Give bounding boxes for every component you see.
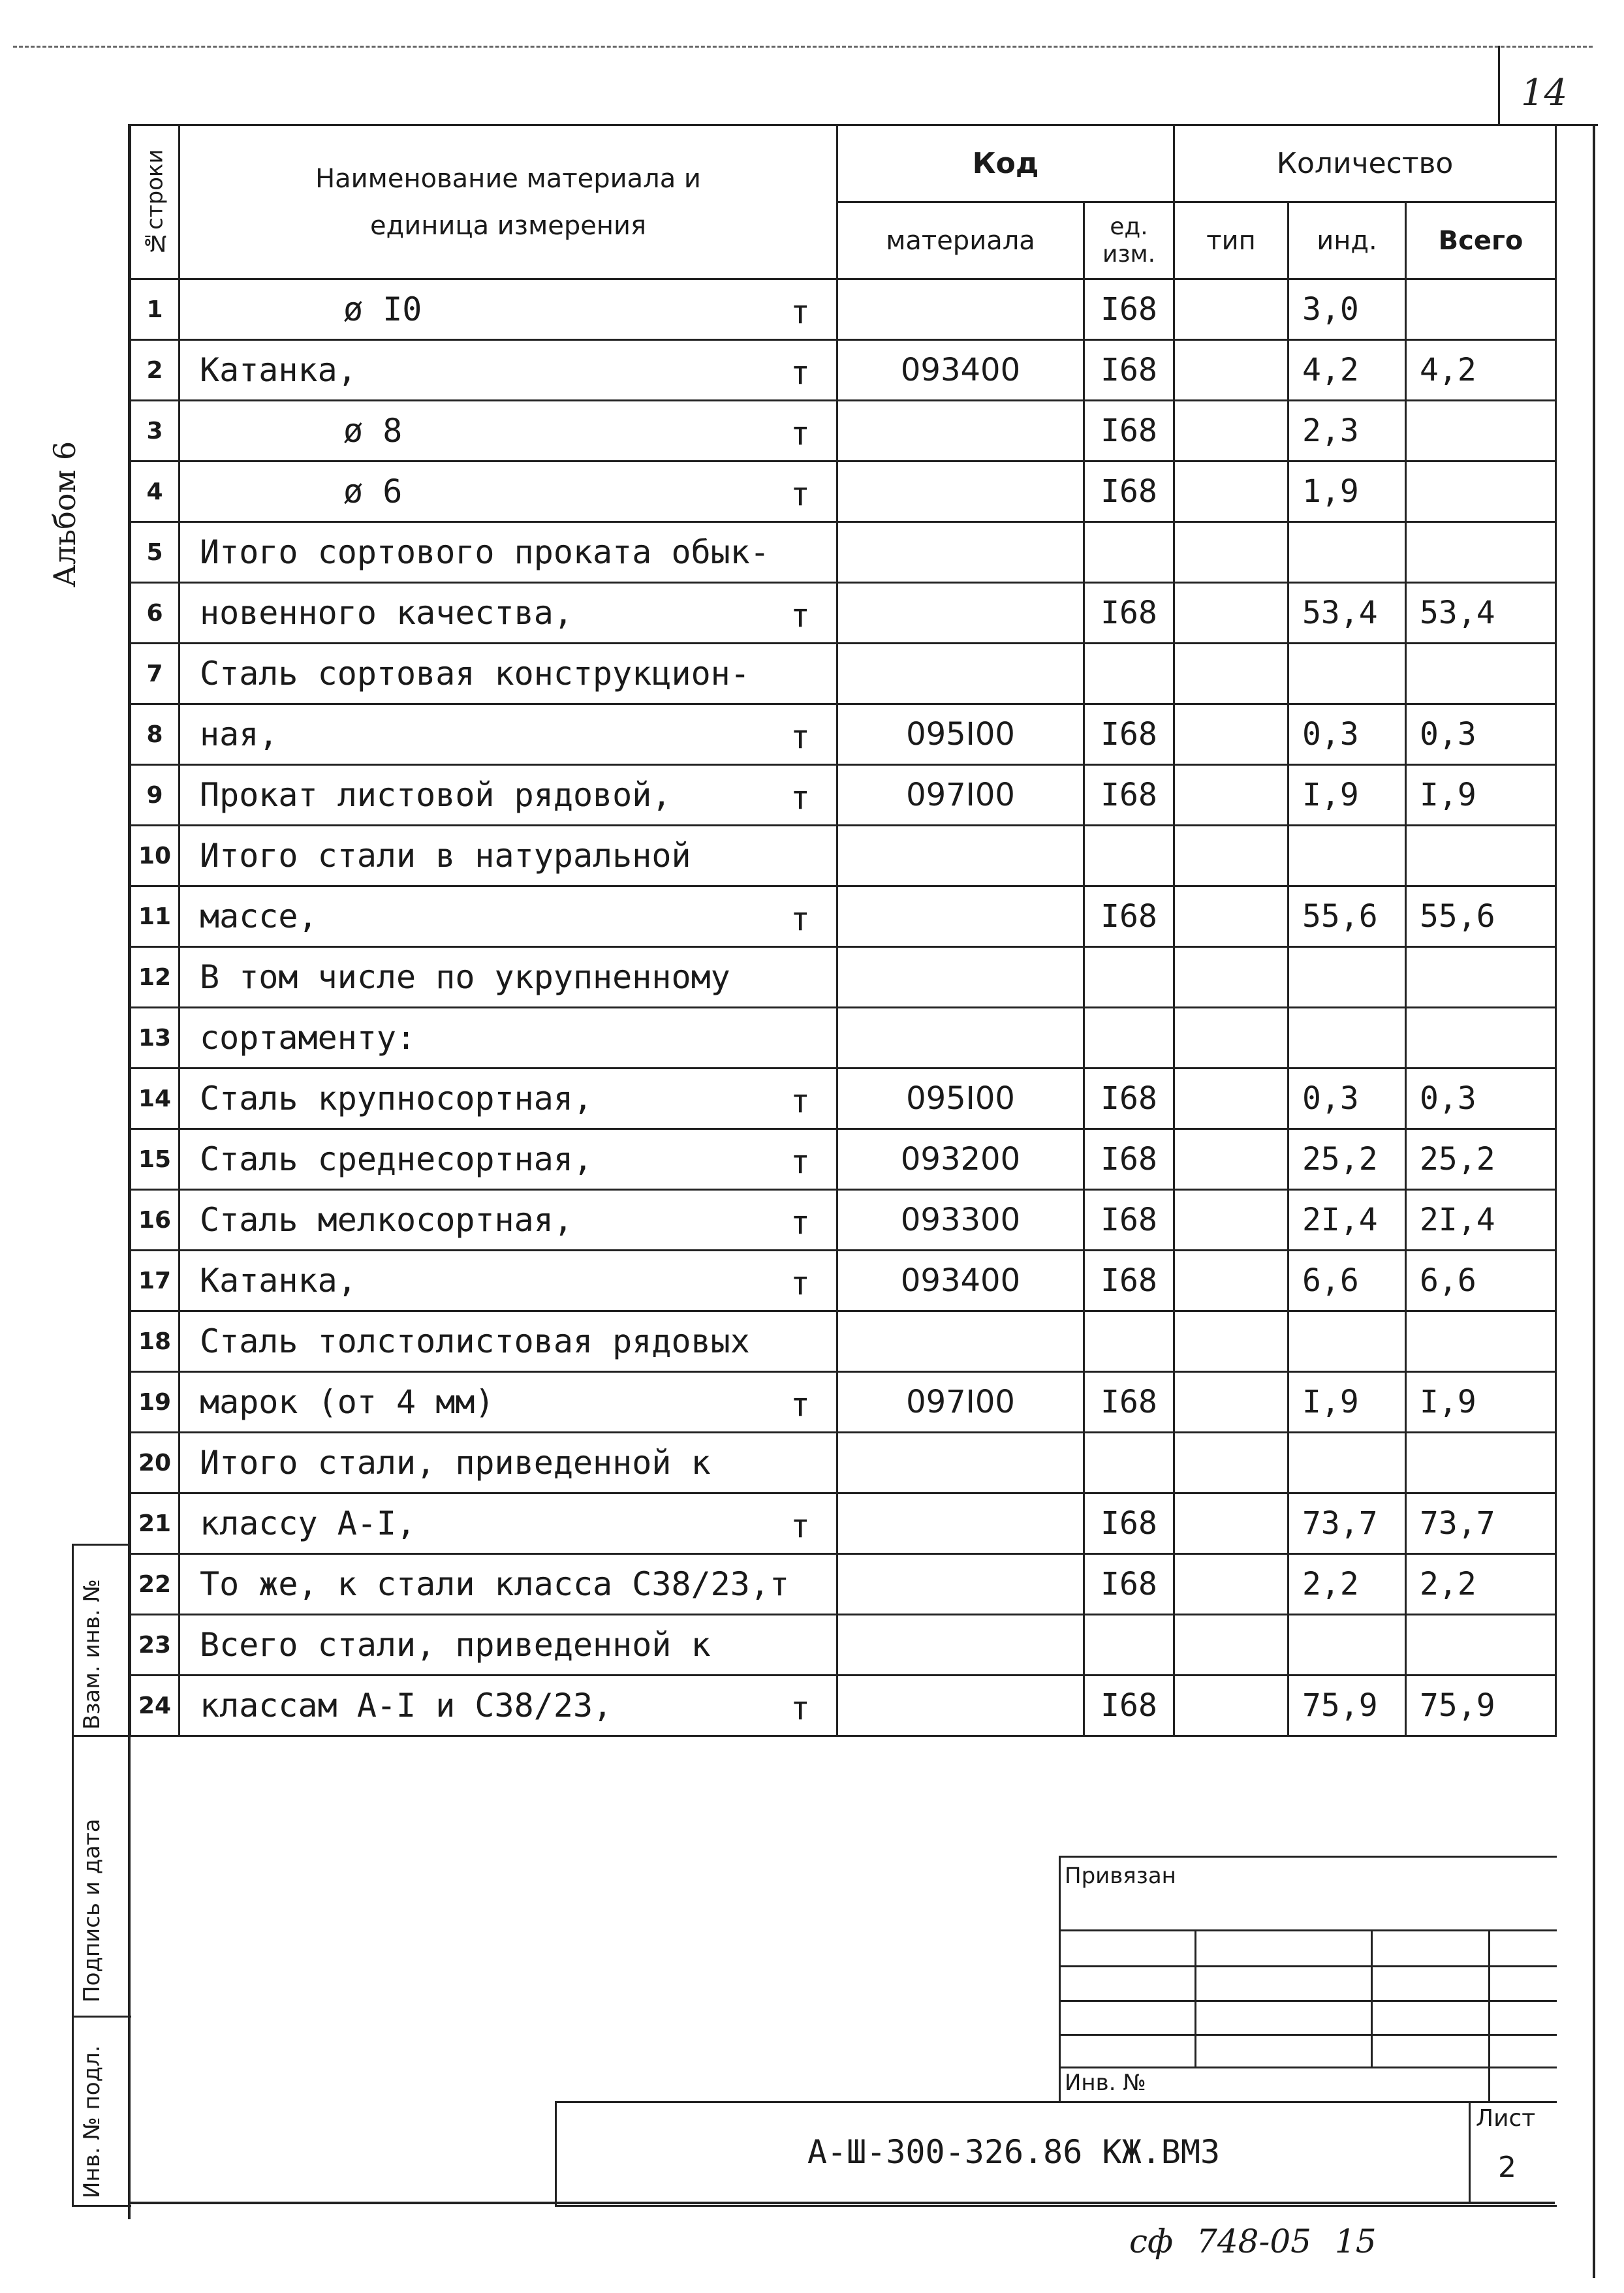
row-name-text: классам А-I и С38/23, — [200, 1687, 613, 1724]
row-material-code: 093300 — [837, 1190, 1084, 1251]
row-type-qty — [1174, 886, 1288, 947]
table-row — [131, 826, 1556, 886]
row-name — [180, 1433, 837, 1493]
row-ind-qty: 2,3 — [1288, 401, 1406, 461]
row-material-code — [837, 886, 1084, 947]
row-unit-code: I68 — [1084, 1251, 1174, 1311]
row-unit-code: I68 — [1084, 461, 1174, 522]
row-type-qty — [1174, 1008, 1288, 1069]
row-number: 16 — [131, 1190, 180, 1251]
row-material-code — [837, 583, 1084, 644]
row-ind-qty — [1288, 1008, 1406, 1069]
document-code: А-Ш-300-326.86 КЖ.ВМ3 — [807, 2133, 1221, 2171]
row-name — [180, 886, 837, 947]
row-unit-code: I68 — [1084, 704, 1174, 765]
row-total-qty — [1406, 1433, 1556, 1493]
row-name — [180, 401, 837, 461]
row-type-qty — [1174, 461, 1288, 522]
row-number: 14 — [131, 1069, 180, 1129]
row-unit-code: I68 — [1084, 583, 1174, 644]
row-total-qty — [1406, 1615, 1556, 1676]
row-type-qty — [1174, 1433, 1288, 1493]
row-ind-qty — [1288, 1311, 1406, 1372]
row-type-qty — [1174, 1311, 1288, 1372]
table-row — [131, 1008, 1556, 1069]
row-type-qty — [1174, 644, 1288, 704]
row-name — [180, 765, 837, 826]
row-type-qty — [1174, 1129, 1288, 1190]
row-material-code — [837, 401, 1084, 461]
row-ind-qty: I,9 — [1288, 1372, 1406, 1433]
row-total-qty: 0,3 — [1406, 704, 1556, 765]
row-total-qty: 55,6 — [1406, 886, 1556, 947]
row-ind-qty: 2,2 — [1288, 1554, 1406, 1615]
row-number: 4 — [131, 461, 180, 522]
stamp-cell-inv — [74, 2016, 131, 2203]
row-type-qty — [1174, 1676, 1288, 1736]
row-unit-letter: т — [790, 1689, 810, 1727]
row-ind-qty: 73,7 — [1288, 1493, 1406, 1554]
row-total-qty: I,9 — [1406, 765, 1556, 826]
row-number: 22 — [131, 1554, 180, 1615]
row-type-qty — [1174, 704, 1288, 765]
row-total-qty: 2I,4 — [1406, 1190, 1556, 1251]
row-total-qty: 6,6 — [1406, 1251, 1556, 1311]
table-row — [131, 583, 1556, 644]
row-type-qty — [1174, 1251, 1288, 1311]
binding-line — [1061, 2034, 1557, 2036]
binding-divider — [1488, 1929, 1490, 2103]
header-type: тип — [1174, 202, 1288, 279]
header-row-number: №строки — [131, 125, 180, 279]
row-unit-code: I68 — [1084, 340, 1174, 401]
row-material-code — [837, 1615, 1084, 1676]
row-name-text: Катанка, — [200, 351, 357, 389]
stamp-cell-signature — [74, 1735, 131, 2018]
row-ind-qty: 75,9 — [1288, 1676, 1406, 1736]
table-row — [131, 886, 1556, 947]
row-total-qty — [1406, 461, 1556, 522]
row-ind-qty: 53,4 — [1288, 583, 1406, 644]
binding-divider — [1195, 1929, 1196, 2067]
header-material-code: материала — [837, 202, 1084, 279]
row-number: 24 — [131, 1676, 180, 1736]
row-type-qty — [1174, 1615, 1288, 1676]
row-name — [180, 1129, 837, 1190]
row-unit-letter: т — [790, 1386, 810, 1424]
table-row — [131, 1311, 1556, 1372]
row-total-qty — [1406, 947, 1556, 1008]
row-total-qty: 2,2 — [1406, 1554, 1556, 1615]
row-unit-code: I68 — [1084, 401, 1174, 461]
row-material-code — [837, 461, 1084, 522]
stamp-label-vzam: Взам. инв. № — [79, 1579, 105, 1730]
row-name — [180, 1190, 837, 1251]
row-unit-letter: т — [790, 354, 810, 392]
sheet-number: 2 — [1498, 2151, 1516, 2184]
row-unit-letter: т — [790, 900, 810, 938]
table-row — [131, 1493, 1556, 1554]
row-number: 17 — [131, 1251, 180, 1311]
row-name-text: ная, — [200, 715, 279, 753]
row-name-text: Прокат листовой рядовой, — [200, 776, 672, 814]
row-material-code — [837, 1493, 1084, 1554]
row-name-text: марок (от 4 мм) — [200, 1383, 495, 1421]
row-name — [180, 1008, 837, 1069]
row-name-text: Итого стали в натуральной — [200, 837, 691, 875]
table-row — [131, 279, 1556, 340]
row-number: 11 — [131, 886, 180, 947]
row-unit-letter: т — [790, 1507, 810, 1545]
row-name-text: Сталь сортовая конструкцион- — [200, 655, 750, 693]
row-name — [180, 704, 837, 765]
row-ind-qty: 3,0 — [1288, 279, 1406, 340]
row-unit-letter: т — [790, 718, 810, 756]
row-material-code: 097I00 — [837, 765, 1084, 826]
row-ind-qty: 0,3 — [1288, 704, 1406, 765]
sheet-label: Лист — [1476, 2105, 1536, 2132]
row-material-code — [837, 522, 1084, 583]
row-material-code — [837, 644, 1084, 704]
row-ind-qty: 25,2 — [1288, 1129, 1406, 1190]
row-number: 1 — [131, 279, 180, 340]
row-unit-code: I68 — [1084, 1676, 1174, 1736]
table-row — [131, 461, 1556, 522]
row-unit-code: I68 — [1084, 1069, 1174, 1129]
row-material-code — [837, 1433, 1084, 1493]
page-number: 14 — [1521, 72, 1568, 114]
handwritten-archive-number: сф 748-05 15 — [1129, 2223, 1377, 2260]
row-name-text: Сталь среднесортная, — [200, 1140, 593, 1178]
row-number: 13 — [131, 1008, 180, 1069]
table-row — [131, 522, 1556, 583]
row-name — [180, 340, 837, 401]
row-name-text: Всего стали, приведенной к — [200, 1626, 711, 1664]
row-unit-code — [1084, 1311, 1174, 1372]
stamp-label-signature: Подпись и дата — [79, 1818, 105, 2003]
header-material-name: Наименование материала и единица измерения — [180, 125, 837, 279]
materials-table — [129, 124, 1557, 1737]
row-ind-qty: 55,6 — [1288, 886, 1406, 947]
row-unit-letter: т — [790, 1204, 810, 1241]
row-unit-letter: т — [790, 1264, 810, 1302]
table-row — [131, 1372, 1556, 1433]
row-unit-code: I68 — [1084, 886, 1174, 947]
row-type-qty — [1174, 1554, 1288, 1615]
row-unit-code — [1084, 1008, 1174, 1069]
row-name-text: массе, — [200, 897, 318, 935]
row-ind-qty — [1288, 522, 1406, 583]
row-total-qty — [1406, 522, 1556, 583]
row-number: 8 — [131, 704, 180, 765]
row-number: 18 — [131, 1311, 180, 1372]
row-material-code — [837, 1554, 1084, 1615]
row-name-text: сортаменту: — [200, 1019, 416, 1057]
row-total-qty — [1406, 826, 1556, 886]
header-unit: ед. изм. — [1084, 202, 1174, 279]
row-ind-qty: I,9 — [1288, 765, 1406, 826]
row-unit-code — [1084, 826, 1174, 886]
row-unit-code: I68 — [1084, 279, 1174, 340]
row-ind-qty: 2I,4 — [1288, 1190, 1406, 1251]
row-total-qty: 0,3 — [1406, 1069, 1556, 1129]
row-material-code — [837, 279, 1084, 340]
row-ind-qty — [1288, 947, 1406, 1008]
row-type-qty — [1174, 947, 1288, 1008]
row-name-text: классу А-I, — [200, 1505, 416, 1542]
frame-right-border — [1593, 124, 1595, 2278]
row-unit-code — [1084, 644, 1174, 704]
header-total: Всего — [1406, 202, 1556, 279]
row-unit-code — [1084, 1433, 1174, 1493]
table-row — [131, 765, 1556, 826]
table-row — [131, 644, 1556, 704]
row-number: 21 — [131, 1493, 180, 1554]
row-material-code — [837, 826, 1084, 886]
row-name-text: То же, к стали класса С38/23,т — [200, 1565, 790, 1603]
row-name — [180, 947, 837, 1008]
table-row — [131, 1069, 1556, 1129]
sheet-box — [1469, 2101, 1557, 2203]
table-row — [131, 1190, 1556, 1251]
table-row — [131, 1129, 1556, 1190]
row-unit-code: I68 — [1084, 1493, 1174, 1554]
table-row — [131, 704, 1556, 765]
row-name-text: ø 6 — [343, 473, 403, 510]
row-name — [180, 1251, 837, 1311]
row-name — [180, 1372, 837, 1433]
row-number: 12 — [131, 947, 180, 1008]
row-unit-code — [1084, 522, 1174, 583]
row-number: 23 — [131, 1615, 180, 1676]
row-unit-letter: т — [790, 1082, 810, 1120]
table-row — [131, 1251, 1556, 1311]
row-name-text: Сталь мелкосортная, — [200, 1201, 573, 1239]
row-number: 5 — [131, 522, 180, 583]
row-number: 9 — [131, 765, 180, 826]
table-row — [131, 1615, 1556, 1676]
stamp-cell-vzam — [74, 1546, 131, 1737]
binding-line — [1061, 1929, 1557, 1931]
row-unit-code: I68 — [1084, 1372, 1174, 1433]
row-ind-qty — [1288, 1433, 1406, 1493]
row-name — [180, 279, 837, 340]
row-name — [180, 1676, 837, 1736]
title-block — [555, 2101, 1557, 2207]
header-quantity-group: Количество — [1174, 125, 1556, 202]
row-material-code — [837, 1008, 1084, 1069]
row-ind-qty — [1288, 1615, 1406, 1676]
side-approval-stamp — [72, 1544, 131, 2207]
binding-divider — [1371, 1929, 1373, 2067]
row-material-code: 093200 — [837, 1129, 1084, 1190]
row-name-text: Итого стали, приведенной к — [200, 1444, 711, 1482]
binding-line — [1061, 2067, 1557, 2068]
row-type-qty — [1174, 340, 1288, 401]
row-type-qty — [1174, 583, 1288, 644]
row-name — [180, 1493, 837, 1554]
row-unit-letter: т — [790, 1143, 810, 1181]
row-total-qty: 4,2 — [1406, 340, 1556, 401]
row-unit-letter: т — [790, 414, 810, 452]
frame-bottom-border — [128, 2202, 1555, 2204]
album-label: Альбом 6 — [47, 441, 82, 587]
row-unit-code — [1084, 1615, 1174, 1676]
table-row — [131, 947, 1556, 1008]
row-material-code: 095I00 — [837, 1069, 1084, 1129]
row-name-text: Сталь крупносортная, — [200, 1080, 593, 1117]
row-name — [180, 1554, 837, 1615]
row-material-code: 093400 — [837, 340, 1084, 401]
header-code-group: Код — [837, 125, 1174, 202]
row-type-qty — [1174, 1493, 1288, 1554]
row-material-code — [837, 1676, 1084, 1736]
row-total-qty: I,9 — [1406, 1372, 1556, 1433]
stamp-label-inv: Инв. № подл. — [79, 2045, 105, 2198]
row-number: 7 — [131, 644, 180, 704]
row-ind-qty: 0,3 — [1288, 1069, 1406, 1129]
row-number: 10 — [131, 826, 180, 886]
row-type-qty — [1174, 826, 1288, 886]
row-unit-letter: т — [790, 475, 810, 513]
row-name — [180, 583, 837, 644]
row-material-code — [837, 947, 1084, 1008]
row-number: 6 — [131, 583, 180, 644]
row-material-code: 095I00 — [837, 704, 1084, 765]
row-type-qty — [1174, 1372, 1288, 1433]
row-name — [180, 522, 837, 583]
table-row — [131, 1554, 1556, 1615]
row-name-text: ø 8 — [343, 412, 403, 450]
row-name — [180, 826, 837, 886]
row-unit-letter: т — [790, 779, 810, 817]
row-type-qty — [1174, 401, 1288, 461]
row-ind-qty: 6,6 — [1288, 1251, 1406, 1311]
row-ind-qty — [1288, 644, 1406, 704]
row-name — [180, 461, 837, 522]
row-number: 20 — [131, 1433, 180, 1493]
row-total-qty: 53,4 — [1406, 583, 1556, 644]
row-type-qty — [1174, 1190, 1288, 1251]
row-total-qty — [1406, 279, 1556, 340]
row-unit-code: I68 — [1084, 765, 1174, 826]
row-name-text: Итого сортового проката обык- — [200, 533, 770, 571]
row-name — [180, 1311, 837, 1372]
row-type-qty — [1174, 522, 1288, 583]
frame-left-border — [128, 124, 131, 2219]
row-name — [180, 1615, 837, 1676]
row-total-qty: 25,2 — [1406, 1129, 1556, 1190]
row-ind-qty: 1,9 — [1288, 461, 1406, 522]
row-name-text: Сталь толстолистовая рядовых — [200, 1322, 750, 1360]
row-type-qty — [1174, 765, 1288, 826]
binding-box — [1059, 1856, 1557, 2103]
binding-inv-label: Инв. № — [1065, 2070, 1146, 2096]
row-ind-qty: 4,2 — [1288, 340, 1406, 401]
row-unit-letter: т — [790, 597, 810, 634]
row-material-code: 097I00 — [837, 1372, 1084, 1433]
row-name-text: новенного качества, — [200, 594, 573, 632]
row-number: 3 — [131, 401, 180, 461]
row-unit-code: I68 — [1084, 1190, 1174, 1251]
table-row — [131, 401, 1556, 461]
row-name-text: В том числе по укрупненному — [200, 958, 730, 996]
row-ind-qty — [1288, 826, 1406, 886]
row-number: 2 — [131, 340, 180, 401]
binding-line — [1061, 2000, 1557, 2002]
row-total-qty: 73,7 — [1406, 1493, 1556, 1554]
table-row — [131, 1676, 1556, 1736]
table-row — [131, 340, 1556, 401]
row-name-text: Катанка, — [200, 1262, 357, 1300]
row-number: 19 — [131, 1372, 180, 1433]
row-unit-code — [1084, 947, 1174, 1008]
row-name-text: ø I0 — [343, 290, 422, 328]
row-total-qty — [1406, 1008, 1556, 1069]
table-row — [131, 1433, 1556, 1493]
row-type-qty — [1174, 279, 1288, 340]
row-name — [180, 1069, 837, 1129]
row-total-qty — [1406, 1311, 1556, 1372]
row-unit-letter: т — [790, 293, 810, 331]
row-material-code — [837, 1311, 1084, 1372]
row-unit-code: I68 — [1084, 1129, 1174, 1190]
row-unit-code: I68 — [1084, 1554, 1174, 1615]
binding-title: Привязан — [1065, 1863, 1176, 1889]
row-name — [180, 644, 837, 704]
row-total-qty — [1406, 401, 1556, 461]
row-total-qty — [1406, 644, 1556, 704]
row-material-code: 093400 — [837, 1251, 1084, 1311]
binding-line — [1061, 1965, 1557, 1967]
row-type-qty — [1174, 1069, 1288, 1129]
row-number: 15 — [131, 1129, 180, 1190]
row-total-qty: 75,9 — [1406, 1676, 1556, 1736]
header-ind: инд. — [1288, 202, 1406, 279]
top-dashed-line — [13, 46, 1593, 48]
